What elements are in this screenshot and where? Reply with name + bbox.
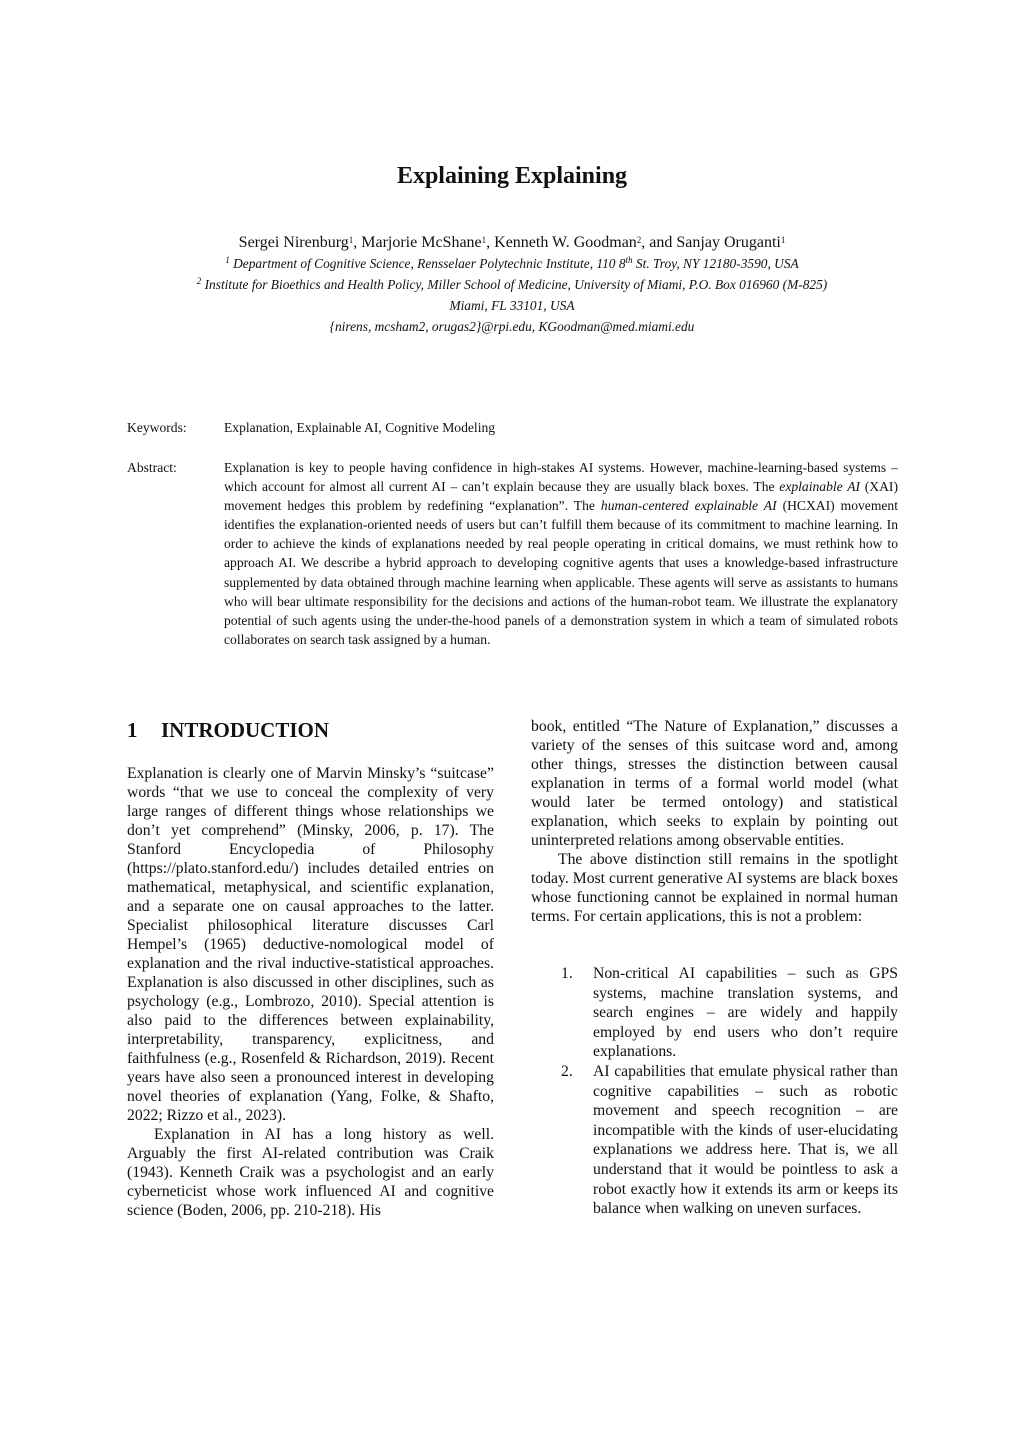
section-number: 1: [127, 718, 138, 742]
affiliation-text: Institute for Bioethics and Health Policy, Miller School of Medicine, University of Miami, P.O. Box 016960 (M-825): [204, 277, 828, 292]
affiliation-number: 2: [196, 276, 202, 286]
list-number: 1.: [561, 965, 573, 982]
affiliation-marker: 1: [348, 235, 354, 245]
list-item: [561, 1062, 898, 1219]
keywords-label: Keywords:: [127, 420, 187, 435]
numbered-list: [561, 964, 898, 1219]
abstract-part: (XAI) movement hedges this problem by redefining “explanation”. The: [224, 479, 898, 514]
author-separator: ,: [486, 234, 495, 251]
list-number: 2.: [561, 1062, 573, 1080]
author-separator: , and: [641, 234, 677, 251]
paper-title: Explaining Explaining: [396, 163, 628, 189]
affiliation-2-city: Miami, FL 33101, USA: [449, 298, 575, 313]
author-name: Sergei Nirenburg: [238, 234, 349, 251]
affiliation-marker: 1: [780, 235, 786, 245]
affiliation-2: [0, 276, 1024, 293]
abstract-emphasis: explainable AI: [779, 479, 861, 495]
list-item: [561, 964, 898, 1062]
affiliation-text-end: St. Troy, NY 12180-3590, USA: [632, 256, 799, 271]
author-name: Marjorie McShane: [361, 234, 482, 251]
body-paragraph: The above distinction still remains in the spotlight today. Most current generative AI systems are black boxes whose functioning cannot be explained in normal human terms. For certain applications, this is not a problem:: [531, 851, 898, 925]
author-list: [0, 233, 1024, 253]
list-item-text: Non-critical AI capabilities – such as GPS systems, machine translation systems, and search engines – are widely and happily employed by end users who don’t require explanations.: [593, 965, 898, 1061]
affiliation-1: [0, 255, 1024, 272]
author-separator: ,: [353, 234, 362, 251]
abstract-emphasis: human-centered explainable AI: [600, 498, 777, 514]
author-name: Kenneth W. Goodman: [494, 234, 637, 251]
affiliation-marker: 1: [481, 235, 487, 245]
abstract-part: (HCXAI) movement identifies the explanation-oriented needs of users but can’t fulfill them because of its commitment to machine learning. In order to achieve the kinds of explanations needed by real people operating in critical domains, we must rethink how to approach AI. We describe a hybrid approach to developing cognitive agents that uses a knowledge-based infrastructure supplemented by data obtained through machine learning when applicable. These agents will serve as assistants to humans who will bear ultimate responsibility for the decisions and actions of the human-robot team. We illustrate the explanatory potential of such agents using the under-the-hood panels of a demonstration system in which a team of simulated robots collaborates on search task assigned by a human.: [224, 498, 899, 647]
affiliation-text: Department of Cognitive Science, Rensselaer Polytechnic Institute, 110 8: [233, 256, 626, 271]
affiliation-number: 1: [225, 255, 230, 265]
body-paragraph: book, entitled “The Nature of Explanation,” discusses a variety of the senses of this suitcase word and, among other things, stresses the distinction between causal explanation in terms of a formal world model (what would later be termed ontology) and statistical explanation, which seeks to explain by pointing out uninterpreted relations among observable entities.: [531, 718, 898, 849]
section-heading: [127, 716, 329, 744]
list-item-text: AI capabilities that emulate physical rather than cognitive capabilities – such as robotic movement and speech recognition – are incompatible with the kinds of user-elucidating explanations we address here. That is, we all understand that it would be pointless to ask a robot exactly how it extends its arm or keeps its balance when walking on uneven surfaces.: [593, 1062, 898, 1218]
right-column: [531, 717, 898, 926]
affiliation-marker: 2: [636, 235, 642, 245]
ordinal-suffix: th: [625, 255, 633, 265]
body-paragraph: Explanation is clearly one of Marvin Minsky’s “suitcase” words “that we use to conceal the complexity of very large ranges of different things whose relationships we don’t yet comprehend” (Minsky, 2006, p. 17). The Stanford Encyclopedia of Philosophy (https://plato.stanford.edu/) includes detailed entries on mathematical, metaphysical, and scientific explanation, and a separate one on causal approaches to the latter. Specialist philosophical literature discusses Carl Hempel’s (1965) deductive-nomological model of explanation and the rival inductive-statistical approaches. Explanation is also discussed in other disciplines, such as psychology (e.g., Lombrozo, 2010). Special attention is also paid to the differences between explainability, interpretability, transparency, explicitness, and faithfulness (e.g., Rosenfeld & Richardson, 2019). Recent years have also seen a pronounced interest in developing novel theories of explanation (Yang, Folke, & Shafto, 2022; Rizzo et al., 2023).: [127, 765, 494, 1124]
keywords-text: Explanation, Explainable AI, Cognitive Modeling: [224, 420, 496, 435]
abstract-part: Explanation is key to people having confidence in high-stakes AI systems. However, machine-learning-based systems – which account for almost all current AI – can’t explain because they are usually black boxes. The: [224, 460, 898, 495]
left-column: [127, 764, 494, 1220]
abstract-text: [224, 458, 898, 649]
author-emails: {nirens, mcsham2, orugas2}@rpi.edu, KGoodman@med.miami.edu: [329, 319, 695, 334]
author-name: Sanjay Oruganti: [676, 234, 781, 251]
body-paragraph: Explanation in AI has a long history as well. Arguably the first AI-related contribution was Craik (1943). Kenneth Craik was a psychologist and an early cyberneticist whose work influenced AI and cognitive science (Boden, 2006, pp. 210-218). His: [127, 1126, 494, 1219]
abstract-label: Abstract:: [127, 460, 177, 475]
section-title: INTRODUCTION: [161, 718, 330, 742]
